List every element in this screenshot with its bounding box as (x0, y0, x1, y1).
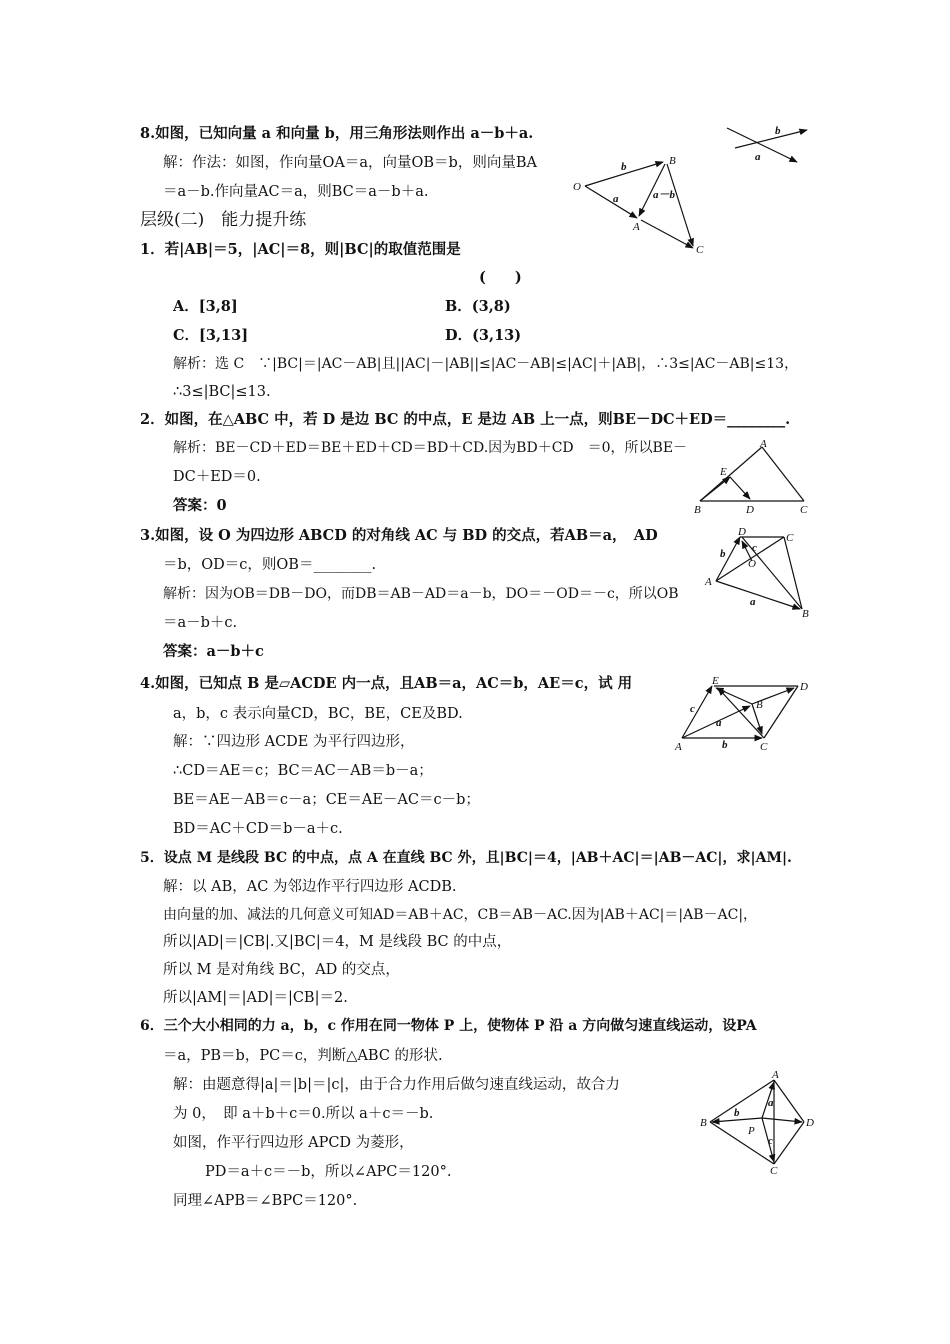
label-a: a (755, 151, 761, 163)
q4-solution-2: ∴CD＝AE＝c；BC＝AC－AB＝b－a； (173, 763, 433, 779)
q8-statement: 8.如图，已知向量 a 和向量 b，用三角形法则作出 a－b＋a. (140, 125, 534, 142)
figure-q8-given-vectors (715, 120, 815, 170)
q3-statement-2: ＝b，OD＝c，则OB＝________. (163, 557, 377, 573)
q3-analysis-1: 解析：因为OB＝DB－DO，而DB＝AB－AD＝a－b，DO＝－OD＝－c，所以OB (163, 586, 679, 602)
label-c: c (768, 1135, 773, 1147)
label-B: B (756, 699, 763, 711)
q4-solution-3: BE＝AE－AB＝c－a；CE＝AE－AC＝c－b； (173, 792, 480, 808)
q3-statement-1: 3.如图，设 O 为四边形 ABCD 的对角线 AC 与 BD 的交点，若AB＝a， AD (140, 527, 658, 544)
figure-q3-quadrilateral (700, 525, 820, 625)
label-C: C (800, 504, 808, 516)
label-D: D (746, 504, 754, 516)
label-C: C (786, 532, 794, 544)
q2-answer: 答案：0 (173, 497, 227, 514)
label-B: B (694, 504, 701, 516)
label-b: b (621, 161, 627, 173)
label-C: C (770, 1165, 778, 1177)
q1-option-b: B．(3,8) (445, 298, 511, 315)
q2-analysis-2: DC＋ED＝0. (173, 469, 261, 485)
q1-option-c: C．[3,13] (173, 327, 249, 344)
q3-analysis-2: ＝a－b＋c. (163, 615, 238, 631)
label-b: b (722, 739, 728, 751)
q5-statement: 5．设点 M 是线段 BC 的中点，点 A 在直线 BC 外，且|BC|＝4，|AB＋AC|＝|AB－AC|，求|AM|. (140, 850, 792, 866)
q6-statement-1: 6．三个大小相同的力 a，b，c 作用在同一物体 P 上，使物体 P 沿 a 方向做匀速直线运动，设PA (140, 1018, 757, 1034)
label-a-minus-b: a－b (653, 189, 675, 201)
label-c: c (690, 703, 695, 715)
q5-solution-5: 所以|AM|＝|AD|＝|CB|＝2. (163, 990, 348, 1006)
label-D: D (800, 681, 808, 693)
q1-analysis-1: 解析：选 C ∵|BC|＝|AC－AB|且||AC|－|AB||≤|AC－AB|≤|AC|＋|AB|，∴3≤|AC－AB|≤13， (173, 356, 799, 372)
label-b: b (775, 125, 781, 137)
q6-solution-3: 如图，作平行四边形 APCD 为菱形， (173, 1135, 414, 1151)
figure-q4-parallelogram (672, 672, 820, 757)
q1-analysis-2: ∴3≤|BC|≤13. (173, 384, 271, 400)
label-b: b (734, 1107, 740, 1119)
figure-q8-construction (565, 150, 715, 265)
label-c: c (752, 542, 757, 554)
q8-solution-2: ＝a－b.作向量AC＝a，则BC＝a－b＋a. (163, 184, 429, 200)
figure-q6-forces (698, 1070, 818, 1178)
q6-solution-4: PD＝a＋c＝－b，所以∠APC＝120°. (205, 1164, 452, 1180)
label-A: A (675, 741, 682, 753)
label-B: B (700, 1117, 707, 1129)
figure-q2-triangle (690, 435, 820, 525)
q4-statement-1: 4.如图，已知点 B 是▱ACDE 内一点，且AB＝a，AC＝b，AE＝c，试 用 (140, 675, 633, 692)
q6-solution-1: 解：由题意得|a|＝|b|＝|c|，由于合力作用后做匀速直线运动，故合力 (173, 1077, 620, 1093)
label-C: C (696, 244, 704, 256)
label-P: P (748, 1125, 755, 1137)
label-O: O (748, 558, 756, 570)
q2-analysis-1: 解析：BE－CD＋ED＝BE＋ED＋CD＝BD＋CD.因为BD＋CD ＝0，所以BE－ (173, 440, 688, 456)
label-a: a (750, 596, 756, 608)
q1-paren: ( ) (479, 269, 522, 286)
q1-option-d: D．(3,13) (445, 327, 522, 344)
label-B: B (802, 608, 809, 620)
q8-solution-1: 解：作法：如图，作向量OA＝a，向量OB＝b，则向量BA (163, 155, 537, 171)
q6-statement-2: ＝a，PB＝b，PC＝c，判断△ABC 的形状. (163, 1048, 443, 1064)
label-C: C (760, 741, 768, 753)
section-heading: 层级(二) 能力提升练 (140, 210, 307, 230)
q4-solution-4: BD＝AC＋CD＝b－a＋c. (173, 821, 343, 837)
q5-solution-3: 所以|AD|＝|CB|.又|BC|＝4，M 是线段 BC 的中点， (163, 934, 512, 950)
label-O: O (573, 181, 581, 193)
q1-option-a: A．[3,8] (173, 298, 238, 315)
q6-solution-5: 同理∠APB＝∠BPC＝120°. (173, 1193, 358, 1209)
label-a: a (613, 193, 619, 205)
label-A: A (760, 438, 767, 450)
q4-statement-2: a，b，c 表示向量CD，BC，BE，CE及BD. (173, 706, 463, 722)
label-a: a (768, 1097, 774, 1109)
label-D: D (806, 1117, 814, 1129)
label-A: A (705, 576, 712, 588)
label-a: a (716, 717, 722, 729)
label-A: A (633, 221, 640, 233)
q5-solution-2: 由向量的加、减法的几何意义可知AD＝AB＋AC，CB＝AB－AC.因为|AB＋AC|＝|AB－AC|， (163, 907, 758, 923)
q1-statement: 1．若|AB|＝5，|AC|＝8，则|BC|的取值范围是 (140, 241, 461, 258)
q4-solution-1: 解：∵四边形 ACDE 为平行四边形， (173, 734, 415, 750)
q5-solution-1: 解：以 AB，AC 为邻边作平行四边形 ACDB. (163, 879, 457, 895)
q2-statement: 2．如图，在△ABC 中，若 D 是边 BC 的中点，E 是边 AB 上一点，则BE－DC＋ED＝________. (140, 411, 791, 428)
q5-solution-4: 所以 M 是对角线 BC，AD 的交点， (163, 962, 400, 978)
label-D: D (738, 526, 746, 538)
label-E: E (720, 466, 727, 478)
label-b: b (720, 548, 726, 560)
label-A: A (772, 1070, 779, 1081)
label-B: B (669, 155, 676, 167)
q6-solution-2: 为 0， 即 a＋b＋c＝0.所以 a＋c＝－b. (173, 1106, 434, 1122)
label-E: E (712, 675, 719, 687)
q3-answer: 答案：a－b＋c (163, 643, 264, 660)
